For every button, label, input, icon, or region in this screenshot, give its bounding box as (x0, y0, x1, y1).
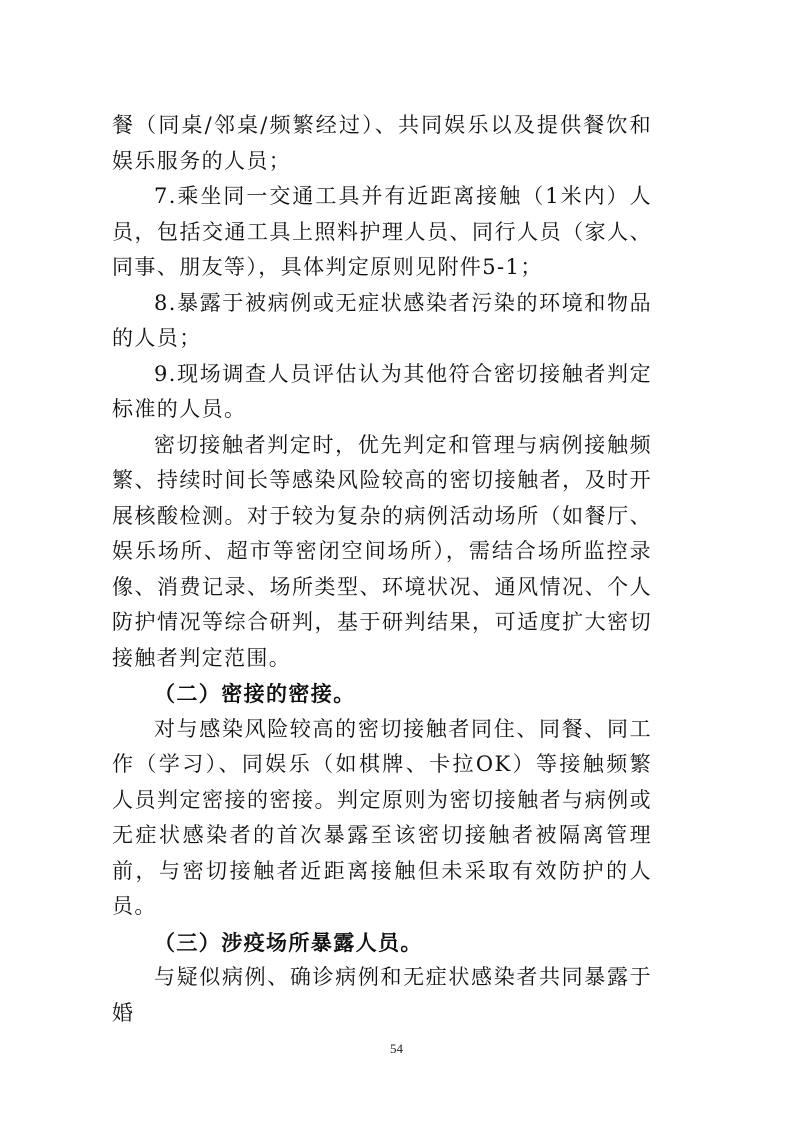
list-item-9: 9.现场调查人员评估认为其他符合密切接触者判定标准的人员。 (112, 361, 652, 421)
paragraph-continuation: 餐（同桌/邻桌/频繁经过）、共同娱乐以及提供餐饮和娱乐服务的人员； (112, 113, 652, 173)
body-text (112, 108, 652, 1031)
paragraph-secondary-contacts: 对与感染风险较高的密切接触者同住、同餐、同工作（学习）、同娱乐（如棋牌、卡拉OK）等接触频繁人员判定密接的密接。判定原则为密切接触者与病例或无症状感染者的首次暴露至该密切接触者被隔离管理前，与密切接触者近距离接触但未采取有效防护的人员。 (112, 716, 652, 918)
paragraph-close-contact-judgement: 密切接触者判定时，优先判定和管理与病例接触频繁、持续时间长等感染风险较高的密切接触者，及时开展核酸检测。对于较为复杂的病例活动场所（如餐厅、娱乐场所、超市等密闭空间场所），需结合场所监控录像、消费记录、场所类型、环境状况、通风情况、个人防护情况等综合研判，基于研判结果，可适度扩大密切接触者判定范围。 (112, 432, 652, 670)
list-item-8: 8.暴露于被病例或无症状感染者污染的环境和物品的人员； (112, 290, 652, 350)
section-heading-3: （三）涉疫场所暴露人员。 (154, 929, 423, 955)
paragraph-exposure-venue: 与疑似病例、确诊病例和无症状感染者共同暴露于婚 (112, 965, 652, 1025)
list-item-7: 7.乘坐同一交通工具并有近距离接触（1米内）人员，包括交通工具上照料护理人员、同行人员（家人、同事、朋友等），具体判定原则见附件5-1； (112, 184, 652, 279)
page-number: 54 (390, 1041, 403, 1056)
section-heading-2: （二）密接的密接。 (154, 681, 356, 706)
